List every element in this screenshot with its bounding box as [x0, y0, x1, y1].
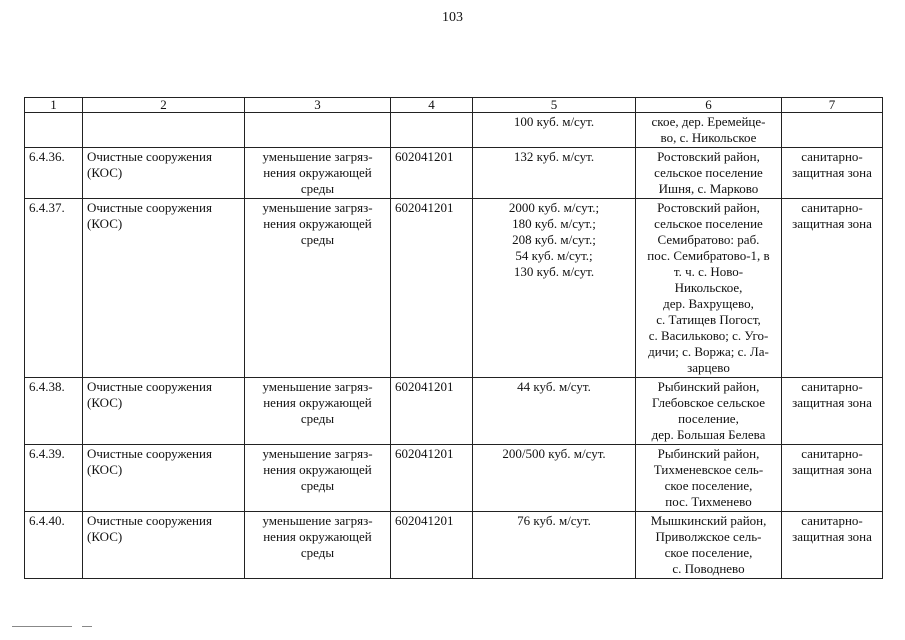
facility-code-cell — [391, 113, 473, 148]
facility-name-line: (КОС) — [87, 216, 123, 231]
header-cell: 7 — [782, 98, 883, 113]
facility-location-line: во, с. Никольское — [660, 130, 757, 145]
row-number-cell: 6.4.36. — [25, 148, 83, 199]
facility-code-cell: 602041201 — [391, 148, 473, 199]
facility-purpose-line: среды — [300, 181, 335, 196]
facility-capacity-line: 132 куб. м/сут. — [513, 149, 595, 164]
facility-name-cell — [83, 445, 245, 512]
footer-rule — [82, 626, 92, 627]
facility-purpose-cell — [245, 113, 391, 148]
facility-location-line: ское поселение, — [664, 478, 753, 493]
facility-purpose-cell — [245, 512, 391, 579]
facility-zone-line: санитарно- — [801, 379, 863, 394]
facility-zone-cell — [782, 512, 883, 579]
facility-location-line: Семибратово: раб. — [657, 232, 760, 247]
facility-location-line: Рыбинский район, — [657, 446, 760, 461]
row-number-cell: 6.4.40. — [25, 512, 83, 579]
facility-zone-cell — [782, 378, 883, 445]
facility-location-line: Ростовский район, — [657, 200, 760, 215]
facility-purpose-line: уменьшение загряз- — [262, 200, 373, 215]
facility-name-line: (КОС) — [87, 395, 123, 410]
facility-location-cell — [636, 378, 782, 445]
facility-location-cell — [636, 199, 782, 378]
facility-purpose-line: среды — [300, 545, 335, 560]
facility-name-line: Очистные сооружения — [87, 200, 212, 215]
facility-zone-cell — [782, 445, 883, 512]
facility-zone-cell — [782, 148, 883, 199]
facility-purpose-line: уменьшение загряз- — [262, 149, 373, 164]
facility-capacity-cell — [473, 148, 636, 199]
table-row — [25, 148, 883, 199]
facility-zone-line: санитарно- — [801, 446, 863, 461]
facility-capacity-line: 208 куб. м/сут.; — [512, 232, 596, 247]
facility-name-cell — [83, 113, 245, 148]
facility-capacity-cell — [473, 445, 636, 512]
facility-zone-line: санитарно- — [801, 149, 863, 164]
facility-location-line: зарцево — [687, 360, 730, 375]
facility-purpose-cell — [245, 378, 391, 445]
facility-location-line: сельское поселение — [654, 216, 763, 231]
row-number-cell: 6.4.39. — [25, 445, 83, 512]
header-cell: 6 — [636, 98, 782, 113]
facility-purpose-cell — [245, 445, 391, 512]
row-number-cell — [25, 113, 83, 148]
facility-capacity-line: 76 куб. м/сут. — [517, 513, 591, 528]
facility-name-line: Очистные сооружения — [87, 379, 212, 394]
facility-location-line: Тихменевское сель- — [653, 462, 764, 477]
facility-location-line: Ишня, с. Марково — [658, 181, 759, 196]
facility-zone-line: санитарно- — [801, 200, 863, 215]
facility-location-line: сельское поселение — [654, 165, 763, 180]
facility-purpose-line: среды — [300, 411, 335, 426]
facility-capacity-line: 100 куб. м/сут. — [513, 114, 595, 129]
facility-purpose-line: уменьшение загряз- — [262, 379, 373, 394]
table-row — [25, 378, 883, 445]
facility-location-line: поселение, — [678, 411, 739, 426]
facility-location-line: ское поселение, — [664, 545, 753, 560]
facility-location-line: Мышкинский район, — [650, 513, 767, 528]
facility-purpose-line: нения окружающей — [263, 462, 372, 477]
facility-capacity-cell — [473, 512, 636, 579]
facility-name-cell — [83, 199, 245, 378]
header-cell: 3 — [245, 98, 391, 113]
facility-location-line: с. Васильково; с. Уго- — [648, 328, 769, 343]
footer-rule — [12, 626, 72, 627]
facility-purpose-cell — [245, 199, 391, 378]
facility-code-cell: 602041201 — [391, 378, 473, 445]
facility-location-line: дер. Вахрущево, — [663, 296, 754, 311]
facility-capacity-line: 130 куб. м/сут. — [513, 264, 595, 279]
facility-zone-line: санитарно- — [801, 513, 863, 528]
header-cell: 4 — [391, 98, 473, 113]
facility-purpose-line: нения окружающей — [263, 165, 372, 180]
row-number-cell: 6.4.38. — [25, 378, 83, 445]
facility-name-cell — [83, 148, 245, 199]
page-number: 103 — [442, 10, 463, 25]
facility-location-cell — [636, 113, 782, 148]
facility-purpose-line: уменьшение загряз- — [262, 446, 373, 461]
facility-location-line: Приволжское сель- — [655, 529, 762, 544]
header-cell: 5 — [473, 98, 636, 113]
table-row — [25, 445, 883, 512]
facility-name-line: Очистные сооружения — [87, 446, 212, 461]
facility-purpose-line: нения окружающей — [263, 529, 372, 544]
facility-capacity-cell — [473, 113, 636, 148]
facility-zone-line: защитная зона — [792, 529, 872, 544]
header-cell: 2 — [83, 98, 245, 113]
facility-location-line: пос. Тихменево — [665, 494, 752, 509]
facility-location-line: с. Татищев Погост, — [656, 312, 761, 327]
facility-zone-line: защитная зона — [792, 216, 872, 231]
facility-purpose-cell — [245, 148, 391, 199]
facility-location-line: Ростовский район, — [657, 149, 760, 164]
facility-purpose-line: среды — [300, 232, 335, 247]
facility-location-line: Глебовское сельское — [651, 395, 766, 410]
facility-location-line: пос. Семибратово-1, в — [647, 248, 770, 263]
facility-zone-cell — [782, 113, 883, 148]
facility-capacity-cell — [473, 378, 636, 445]
facility-location-line: ское, дер. Еремейце- — [651, 114, 766, 129]
facility-name-cell — [83, 378, 245, 445]
facility-name-line: Очистные сооружения — [87, 149, 212, 164]
header-cell: 1 — [25, 98, 83, 113]
facility-capacity-line: 54 куб. м/сут.; — [515, 248, 593, 263]
facility-purpose-line: нения окружающей — [263, 216, 372, 231]
facility-zone-line: защитная зона — [792, 462, 872, 477]
facility-code-cell: 602041201 — [391, 445, 473, 512]
table-row-continuation — [25, 113, 883, 148]
facility-location-line: дичи; с. Воржа; с. Ла- — [648, 344, 769, 359]
facility-zone-cell — [782, 199, 883, 378]
facility-location-cell — [636, 148, 782, 199]
facility-location-line: Никольское, — [674, 280, 743, 295]
facility-location-line: с. Поводнево — [672, 561, 745, 576]
facility-name-line: (КОС) — [87, 529, 123, 544]
facility-location-line: т. ч. с. Ново- — [673, 264, 744, 279]
table-row — [25, 512, 883, 579]
facility-capacity-line: 180 куб. м/сут.; — [512, 216, 596, 231]
facility-name-line: (КОС) — [87, 462, 123, 477]
facility-zone-line: защитная зона — [792, 165, 872, 180]
facility-name-cell — [83, 512, 245, 579]
facility-purpose-line: среды — [300, 478, 335, 493]
table-header-row — [25, 98, 883, 113]
facility-capacity-line: 2000 куб. м/сут.; — [508, 200, 600, 215]
facility-purpose-line: уменьшение загряз- — [262, 513, 373, 528]
facility-name-line: (КОС) — [87, 165, 123, 180]
facility-capacity-line: 200/500 куб. м/сут. — [502, 446, 606, 461]
facility-code-cell: 602041201 — [391, 512, 473, 579]
facility-capacity-cell — [473, 199, 636, 378]
facility-capacity-line: 44 куб. м/сут. — [517, 379, 591, 394]
facility-location-cell — [636, 445, 782, 512]
facility-location-cell — [636, 512, 782, 579]
facility-name-line: Очистные сооружения — [87, 513, 212, 528]
facility-location-line: дер. Большая Белева — [651, 427, 766, 442]
row-number-cell: 6.4.37. — [25, 199, 83, 378]
facility-location-line: Рыбинский район, — [657, 379, 760, 394]
table-row — [25, 199, 883, 378]
facility-code-cell: 602041201 — [391, 199, 473, 378]
facility-zone-line: защитная зона — [792, 395, 872, 410]
document-table — [24, 97, 883, 579]
facility-purpose-line: нения окружающей — [263, 395, 372, 410]
